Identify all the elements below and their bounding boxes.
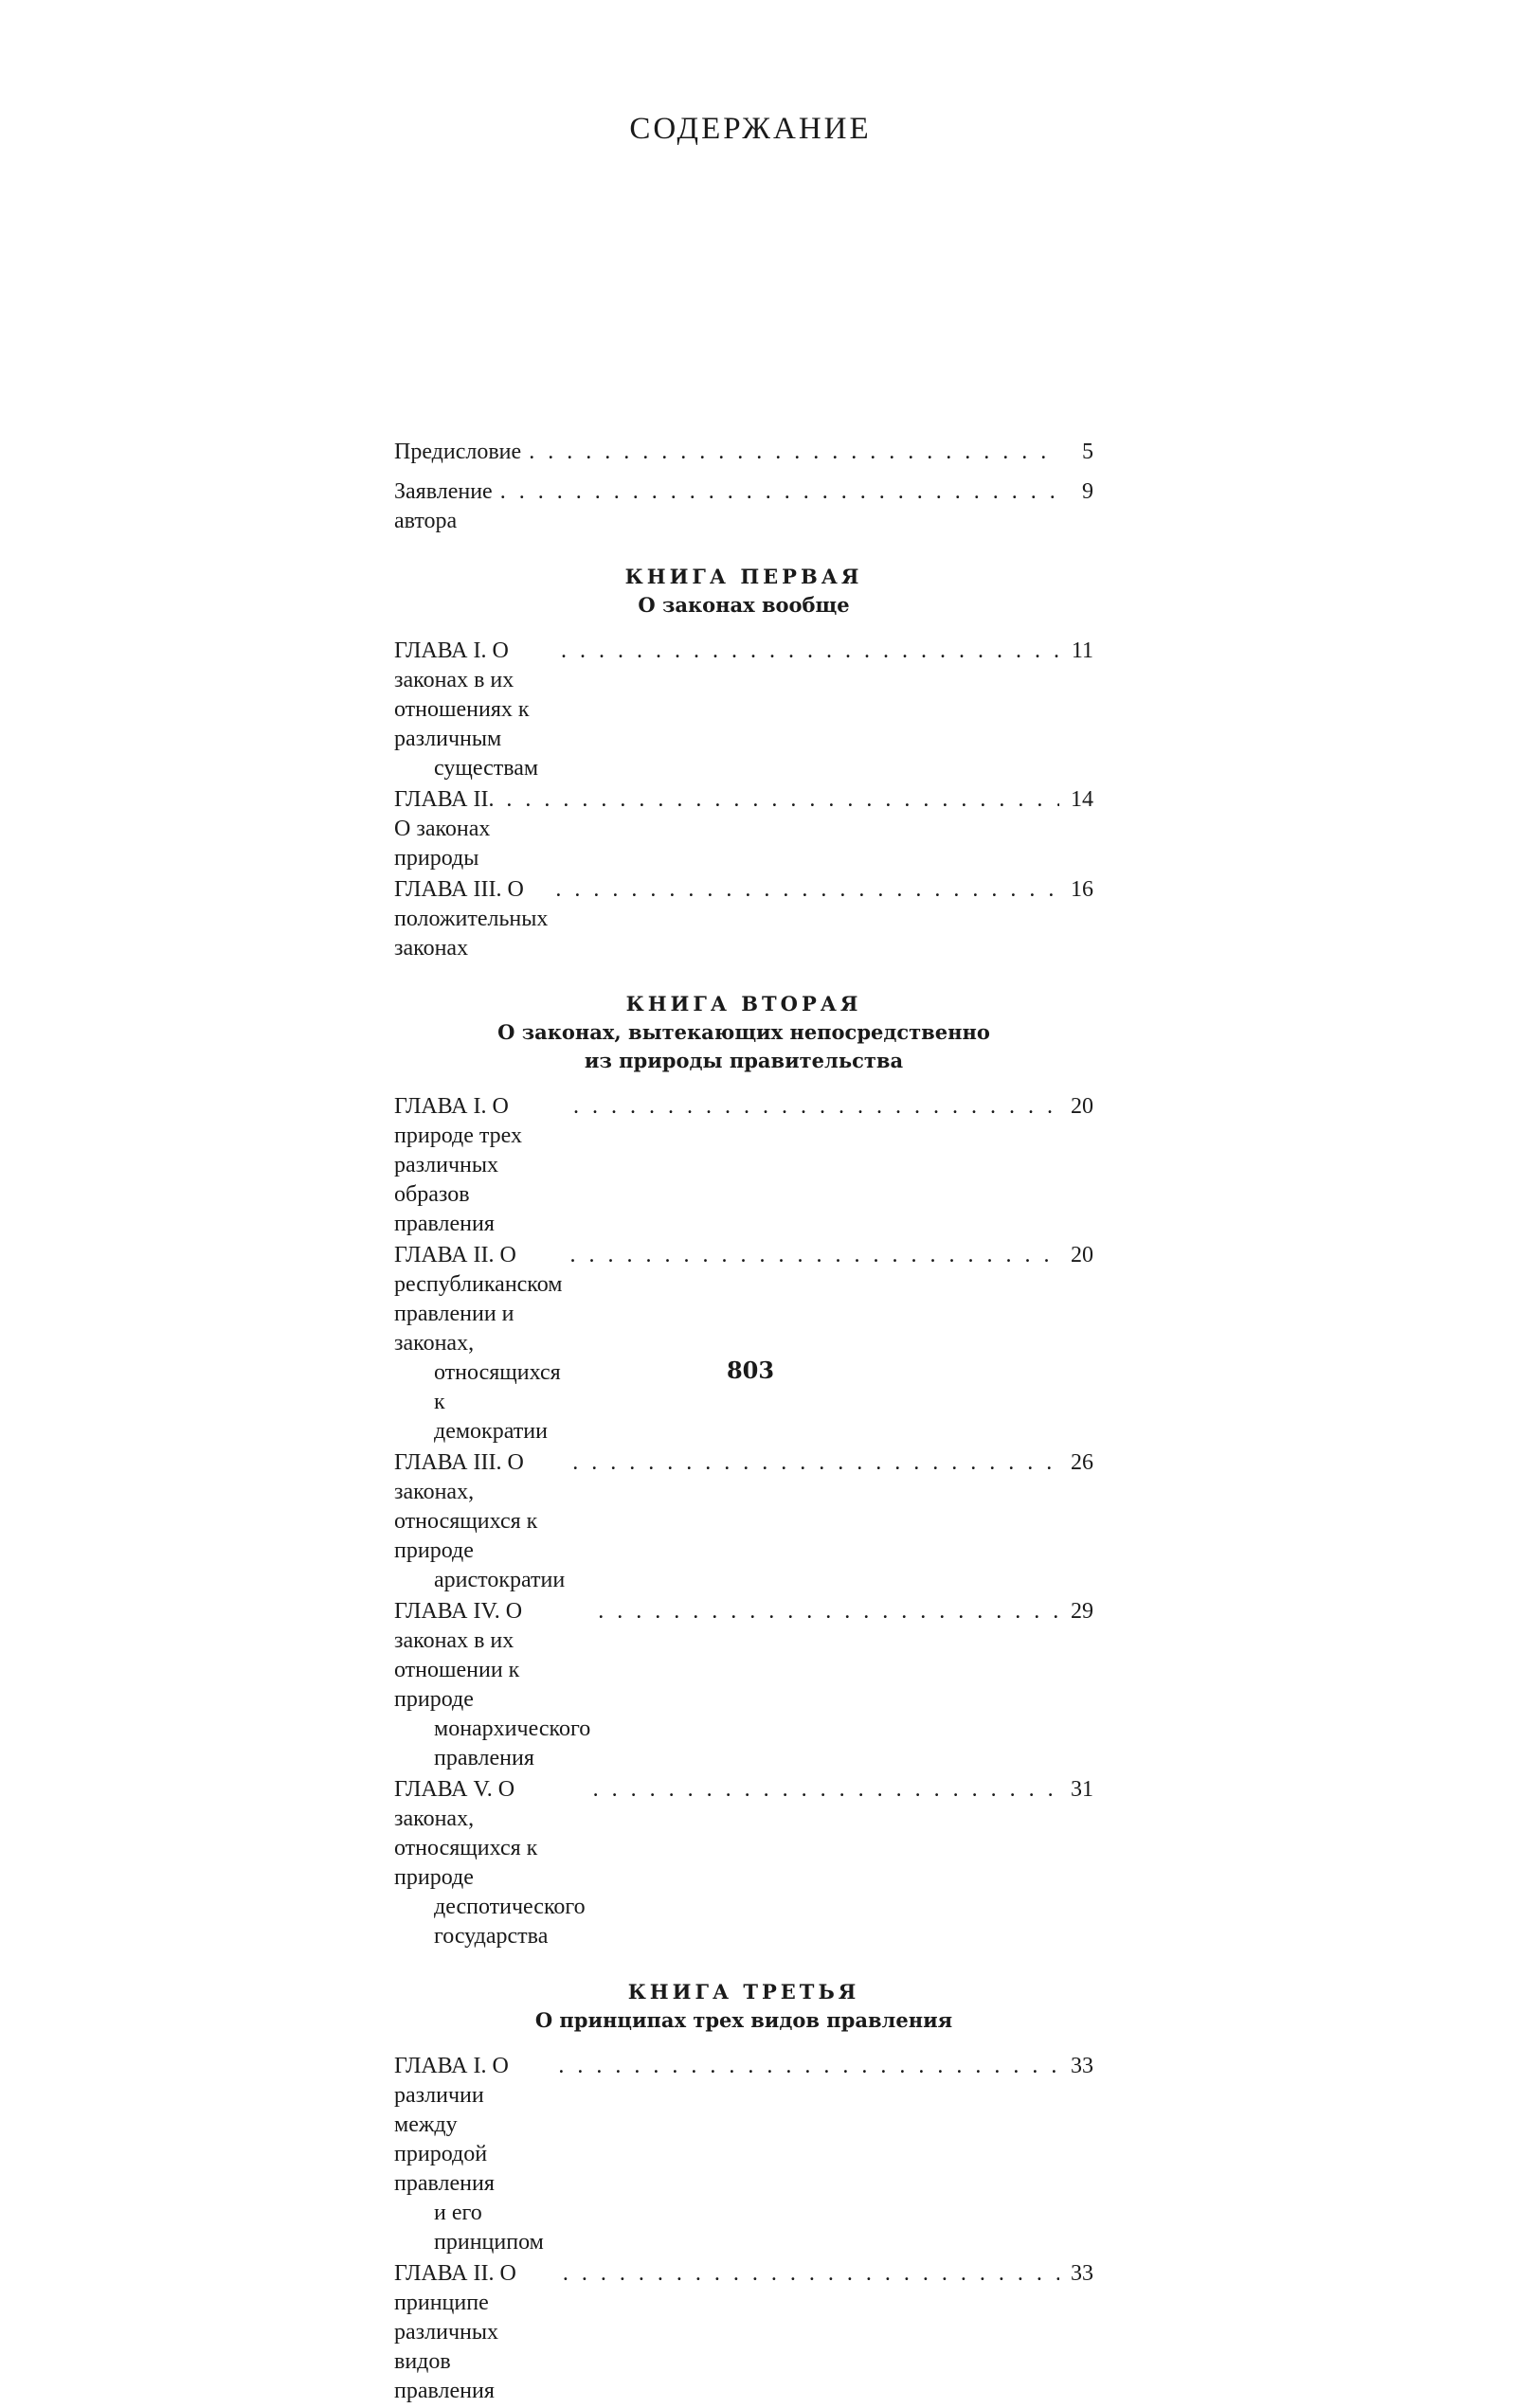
chapter-title-line: ГЛАВА IV. О законах в их отношении к природе (394, 1599, 523, 1712)
dot-leader (506, 785, 1059, 815)
page-number: 11 (1071, 638, 1093, 663)
toc-entry-text (394, 2052, 550, 2257)
page-number: 20 (1071, 1094, 1093, 1119)
toc-entry-chapter[interactable] (394, 785, 1093, 873)
page-number: 33 (1071, 2054, 1093, 2078)
book-heading-1 (394, 563, 1093, 620)
chapter-title-line: ГЛАВА V. О законах, относящихся к природе (394, 1777, 538, 1890)
chapter-title-line: ГЛАВА III. О положительных законах (394, 877, 549, 961)
chapter-title-continuation: и его принципом (434, 2201, 544, 2255)
toc-entry-text (394, 637, 553, 783)
toc-entry-chapter[interactable] (394, 1241, 1093, 1447)
toc-entry-chapter[interactable] (394, 2052, 1093, 2257)
book-name: КНИГА ВТОРАЯ (625, 992, 862, 1015)
page-number: 16 (1071, 877, 1093, 902)
toc-entry-author-statement[interactable] (394, 477, 1093, 536)
toc-entry-text (394, 875, 548, 963)
book-heading-2 (394, 990, 1093, 1075)
toc-entry-text (394, 1597, 590, 1773)
toc-entry-chapter[interactable] (394, 1092, 1093, 1239)
chapter-title-continuation: монархического правления (434, 1716, 591, 1770)
page-number: 14 (1071, 787, 1093, 812)
dot-leader (555, 875, 1059, 905)
dot-leader (573, 1092, 1059, 1122)
dot-leader (500, 477, 1059, 507)
toc-entry-text (394, 2259, 555, 2406)
book-subtitle: О законах, вытекающих непосредственно (497, 1020, 990, 1044)
page-title: СОДЕРЖАНИЕ (629, 112, 872, 146)
page-number: 29 (1071, 1599, 1093, 1624)
dot-leader (563, 2259, 1059, 2289)
page-number: 33 (1071, 2261, 1093, 2286)
chapter-title-line: ГЛАВА II. О законах природы (394, 787, 495, 871)
chapter-title-continuation: существам (434, 756, 539, 781)
page-folio-number: 803 (726, 1357, 775, 1384)
toc-entry-chapter[interactable] (394, 2259, 1093, 2406)
chapter-title-continuation: относящихся к демократии (434, 1360, 561, 1444)
page-number: 20 (1071, 1243, 1093, 1267)
chapter-title-line: ГЛАВА I. О законах в их отношениях к различным (394, 638, 530, 751)
book-subtitle: О законах вообще (638, 593, 850, 617)
book-heading-3 (394, 1978, 1093, 2035)
toc-entry-text: Предисловие (394, 440, 522, 464)
toc-entry-chapter[interactable] (394, 1448, 1093, 1595)
chapter-title-line: ГЛАВА II. О республиканском правлении и законах, (394, 1243, 563, 1356)
dot-leader (558, 2052, 1059, 2081)
toc-entry-chapter[interactable] (394, 637, 1093, 783)
dot-leader (561, 637, 1059, 666)
toc-entry-preface[interactable] (394, 438, 1093, 467)
book-subtitle: О принципах трех видов правления (534, 2008, 953, 2032)
toc-entry-chapter[interactable] (394, 1775, 1093, 1951)
toc-entry-chapter[interactable] (394, 1597, 1093, 1773)
toc-entry-text (394, 1775, 586, 1951)
chapter-title-line: ГЛАВА I. О природе трех различных образов правления (394, 1094, 522, 1236)
toc-entry-chapter[interactable] (394, 875, 1093, 963)
toc-entry-text (394, 785, 498, 873)
page-number: 5 (1082, 440, 1093, 464)
dot-leader (598, 1597, 1059, 1626)
toc-entry-text (394, 1241, 562, 1447)
chapter-title-line: ГЛАВА III. О законах, относящихся к природе (394, 1450, 538, 1563)
book-subtitle: из природы правительства (584, 1049, 904, 1072)
dot-leader (529, 438, 1059, 467)
dot-leader (593, 1775, 1059, 1805)
toc-entry-text (394, 1448, 565, 1595)
chapter-title-continuation: аристократии (434, 1568, 566, 1592)
toc-entry-text: Заявление автора (394, 479, 493, 533)
book-name: КНИГА ПЕРВАЯ (624, 565, 863, 588)
chapter-title-line: ГЛАВА II. О принципе различных видов правления (394, 2261, 516, 2403)
chapter-title-line: ГЛАВА I. О различии между природой правления (394, 2054, 509, 2196)
chapter-title-continuation: деспотического государства (434, 1895, 586, 1949)
page-number: 31 (1071, 1777, 1093, 1802)
page-number: 26 (1071, 1450, 1093, 1475)
dot-leader (572, 1448, 1059, 1478)
table-of-contents (394, 438, 1093, 2408)
book-name: КНИГА ТРЕТЬЯ (627, 1980, 860, 2004)
dot-leader (569, 1241, 1059, 1270)
page-number: 9 (1082, 479, 1093, 504)
toc-entry-text (394, 1092, 566, 1239)
